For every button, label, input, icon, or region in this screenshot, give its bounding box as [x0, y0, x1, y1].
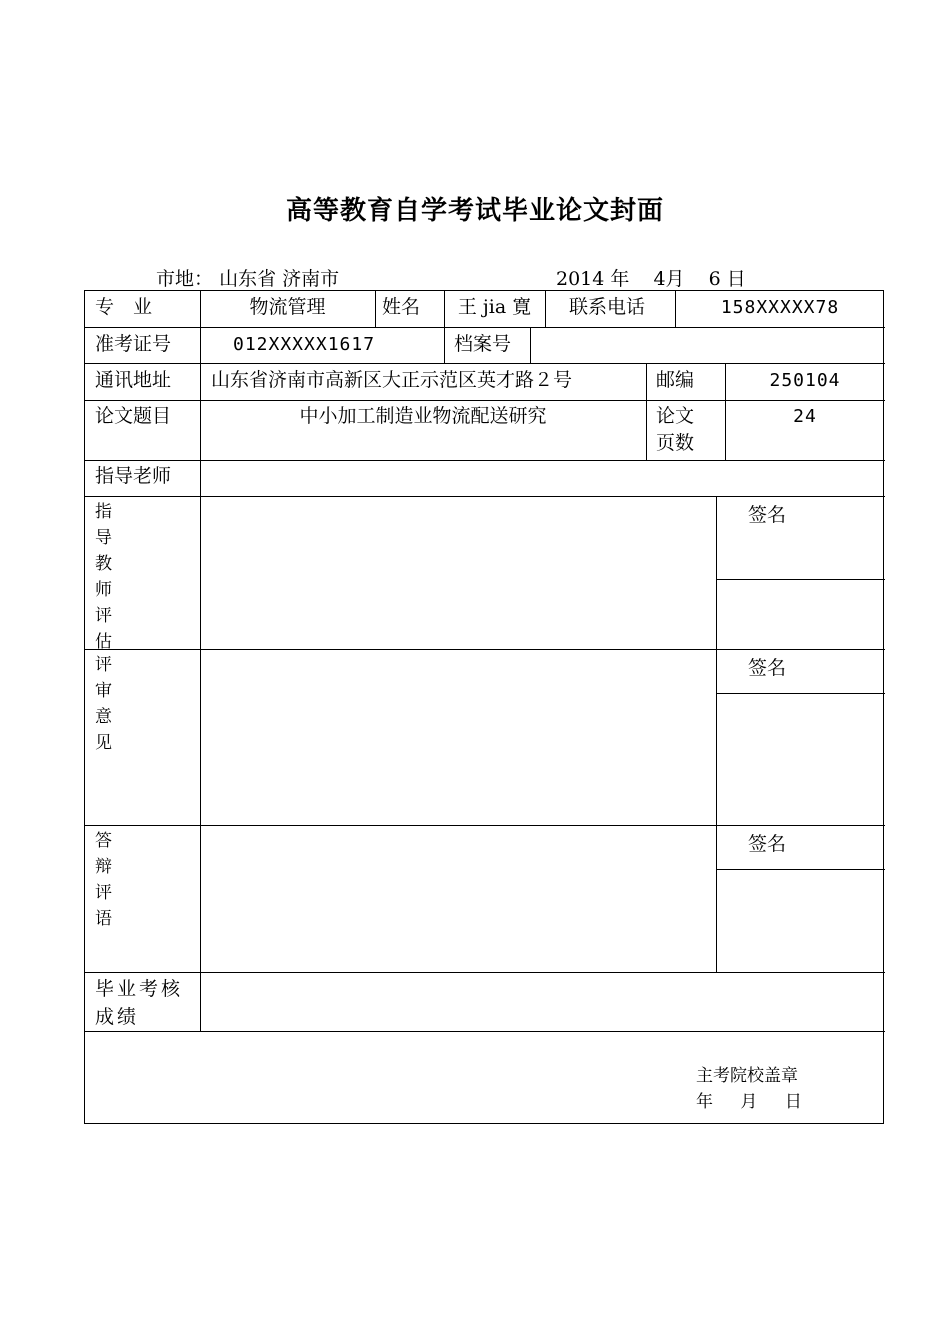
archive-label: 档案号	[454, 333, 512, 355]
seal-label: 主考院校盖章	[696, 1066, 798, 1086]
seal-day: 日	[784, 1092, 802, 1112]
date-line	[556, 264, 746, 291]
defense-signature-label: 签名	[748, 833, 787, 855]
seal-date	[696, 1089, 802, 1115]
address-label: 通讯地址	[95, 369, 172, 391]
grade-label: 毕业考核成绩	[95, 978, 184, 1028]
major-label: 专 业	[95, 296, 153, 318]
pages-value: 24	[793, 406, 817, 427]
region-line	[156, 264, 339, 291]
advisor-eval-label: 指导教师评估	[95, 502, 112, 652]
address-value: 山东省济南市高新区大正示范区英才路２号	[211, 369, 573, 391]
region-label: 市地：	[156, 268, 214, 290]
thesis-cover-form	[84, 290, 884, 1124]
date-year: 2014 年	[556, 268, 630, 290]
seal-year: 年	[696, 1092, 713, 1112]
name-label: 姓名	[382, 296, 421, 318]
page-title: 高等教育自学考试毕业论文封面	[285, 196, 664, 226]
date-day: 6 日	[708, 268, 746, 290]
review-label: 评审意见	[95, 655, 112, 753]
pages-label: 论文页数	[656, 405, 695, 454]
review-signature-label: 签名	[748, 657, 787, 679]
exam-id-label: 准考证号	[95, 333, 172, 355]
phone-value: 158XXXXX78	[720, 297, 840, 318]
advisor-signature-label: 签名	[748, 504, 787, 526]
defense-label: 答辩评语	[95, 831, 112, 929]
postcode-value: 250104	[769, 370, 841, 391]
date-month: 4月	[653, 268, 685, 290]
phone-label: 联系电话	[569, 296, 646, 318]
exam-id-value: 012XXXXX1617	[233, 334, 376, 355]
major-value: 物流管理	[249, 296, 326, 318]
name-value: 王 jia 寛	[457, 296, 532, 318]
city-value: 济南市	[282, 268, 340, 290]
postcode-label: 邮编	[656, 369, 695, 391]
province-value: 山东省	[219, 268, 277, 290]
seal-month: 月	[740, 1092, 758, 1112]
thesis-title-value: 中小加工制造业物流配送研究	[299, 405, 547, 427]
thesis-title-label: 论文题目	[95, 405, 172, 427]
advisor-label: 指导老师	[95, 465, 172, 487]
